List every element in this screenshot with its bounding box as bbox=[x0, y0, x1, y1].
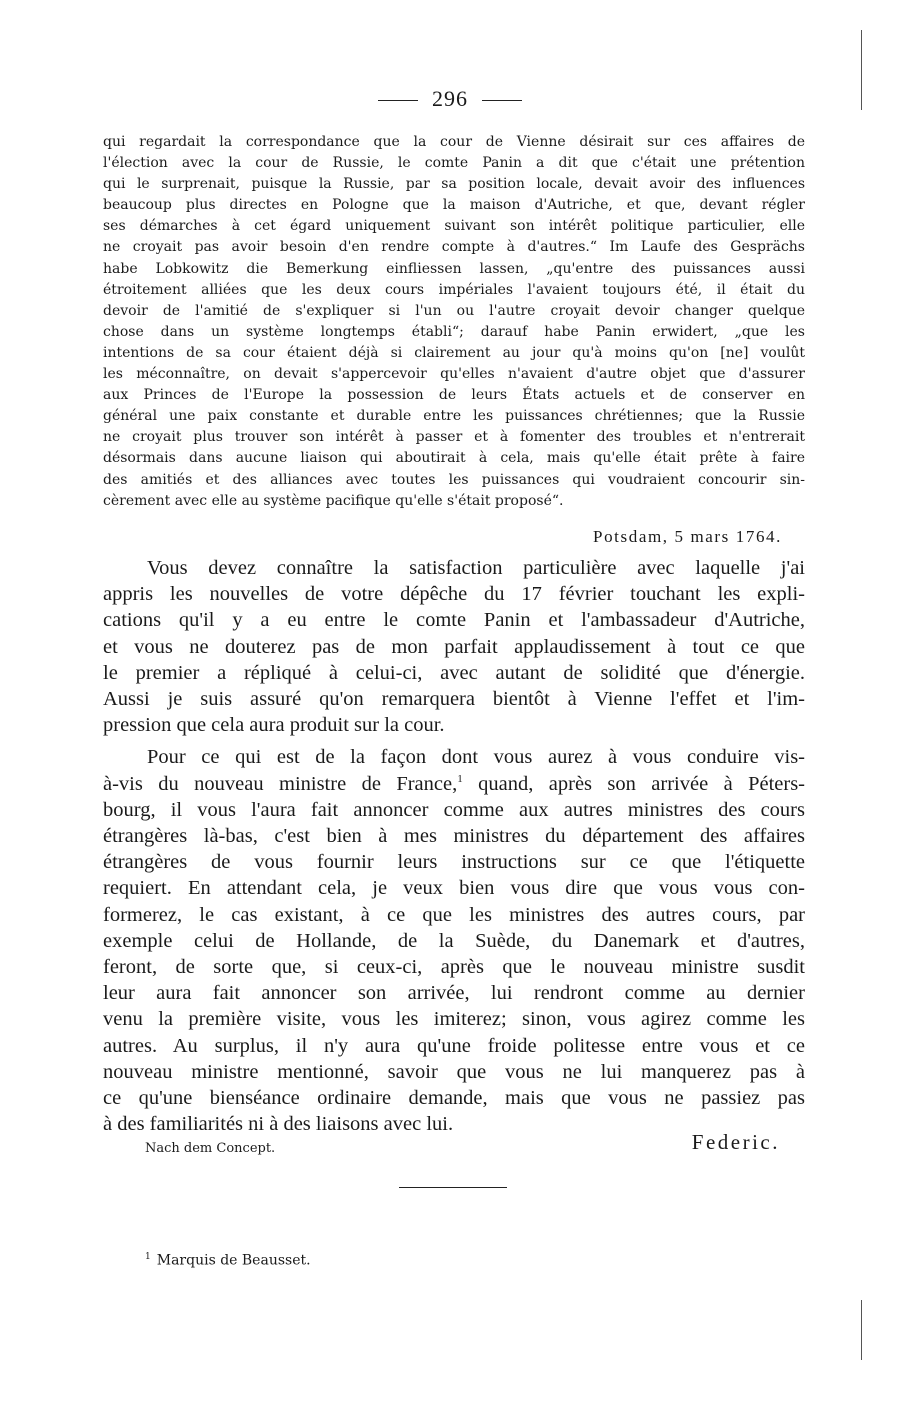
letter-line: Aussi je suis assuré qu'on remarquera bientôt à Vienne l'effet et l'im- bbox=[103, 688, 805, 711]
letter-line bbox=[103, 771, 805, 797]
quoted-text-line: ne croyait plus trouver son intérêt à passer et à fomenter des troubles et n'entrerait bbox=[103, 429, 805, 446]
quoted-text-line: beaucoup plus directes en Pologne que la maison d'Autriche, et que, devant régler bbox=[103, 197, 805, 214]
letter-line-part: à-vis du nouveau ministre de France, bbox=[103, 772, 458, 795]
scan-edge-mark bbox=[861, 30, 862, 110]
quoted-text-line: cèrement avec elle au système pacifique qu'elle s'était proposé“. bbox=[103, 492, 564, 509]
scan-edge-mark-bottom bbox=[861, 1300, 862, 1360]
letter-line: étrangères de vous fournir leurs instructions sur ce que l'étiquette bbox=[103, 851, 805, 874]
letter-line: nouveau ministre mentionné, savoir que vous ne lui manquerez pas à bbox=[103, 1060, 805, 1083]
dateline: Potsdam, 5 mars 1764. bbox=[593, 527, 782, 546]
quoted-text-line: qui regardait la correspondance que la cour de Vienne désirait sur ces affaires de bbox=[103, 134, 805, 150]
footnote-text: Marquis de Beausset. bbox=[156, 1252, 311, 1269]
signature: Federic. bbox=[691, 1130, 780, 1154]
letter-line: ce qu'une bienséance ordinaire demande, mais que vous ne passiez pas bbox=[103, 1087, 805, 1110]
quoted-text-line: étroitement alliées que les deux cours impériales l'avaient toujours été, il était du bbox=[103, 281, 805, 298]
letter-line: bourg, il vous l'aura fait annoncer comme aux autres ministres des cours bbox=[103, 798, 805, 821]
letter-line: à des familiarités ni à des liaisons avec lui. bbox=[103, 1113, 454, 1136]
quoted-text-line: ses démarches à cet égard uniquement suivant son intérêt politique particulier, elle bbox=[103, 218, 805, 235]
letter-line-part: quand, après son arrivée à Péters- bbox=[478, 772, 805, 795]
quoted-text-line: habe Lobkowitz die Bemerkung einfliessen lassen, „qu'entre des puissances aussi bbox=[103, 260, 805, 277]
quoted-text-line: désormais dans aucune liaison qui aboutirait à cela, mais qu'elle était prête à faire bbox=[103, 450, 805, 467]
letter-line: appris les nouvelles de votre dépêche du 17 février touchant les expli- bbox=[103, 583, 805, 606]
letter-line: feront, de sorte que, si ceux-ci, après que le nouveau ministre susdit bbox=[103, 956, 805, 979]
footnote-reference: 1 bbox=[457, 772, 463, 785]
letter-line: formerez, le cas existant, à ce que les ministres des autres cours, par bbox=[103, 903, 805, 926]
quoted-text-line: des amitiés et des alliances avec toutes les puissances qui voudraient concourir sin- bbox=[103, 471, 805, 488]
quoted-text-line: devoir de l'amitié de s'expliquer si l'un ou l'autre croyait devoir changer quelque bbox=[103, 302, 805, 319]
letter-line: Pour ce qui est de la façon dont vous aurez à vous conduire vis- bbox=[147, 746, 805, 769]
footnote-marker: 1 bbox=[145, 1252, 151, 1262]
quoted-report-text bbox=[103, 132, 805, 512]
quoted-text-line: qui le surprenait, puisque la Russie, par sa position locale, devait avoir des influences bbox=[103, 176, 805, 193]
quoted-text-line: l'élection avec la cour de Russie, le comte Panin a dit que c'était une prétention bbox=[103, 155, 805, 172]
letter-line: requiert. En attendant cela, je veux bien vous dire que vous vous con- bbox=[103, 877, 805, 900]
letter-line: et vous ne douterez pas de mon parfait applaudissement à tout ce que bbox=[103, 635, 805, 658]
quoted-text-line: aux Princes de l'Europe la possession de leurs États actuels et de conserver en bbox=[103, 387, 805, 404]
letter-line: autres. Au surplus, il n'y aura qu'une froide politesse entre vous et ce bbox=[103, 1034, 805, 1057]
letter-line: pression que cela aura produit sur la cour. bbox=[103, 714, 445, 737]
source-note: Nach dem Concept. bbox=[145, 1141, 276, 1156]
letter-line: cations qu'il y a eu entre le comte Panin et l'ambassadeur d'Autriche, bbox=[103, 609, 805, 632]
letter-line: étrangères là-bas, c'est bien à mes ministres du département des affaires bbox=[103, 825, 805, 848]
letter-line: Vous devez connaître la satisfaction particulière avec laquelle j'ai bbox=[147, 557, 805, 579]
footnote bbox=[145, 1252, 311, 1269]
letter-line: le premier a répliqué à celui-ci, avec autant de solidité que d'énergie. bbox=[103, 661, 805, 684]
header-dash-right bbox=[482, 100, 522, 101]
quoted-text-line: ne croyait pas avoir besoin d'en rendre compte à d'autres.“ Im Laufe des Gesprächs bbox=[103, 239, 805, 256]
letter-line: venu la première visite, vous les imiterez; sinon, vous agirez comme les bbox=[103, 1008, 805, 1031]
page-number: 296 bbox=[432, 86, 468, 111]
footnote-separator bbox=[399, 1187, 507, 1188]
letter-line: leur aura fait annoncer son arrivée, lui rendront comme au dernier bbox=[103, 982, 805, 1005]
letter-paragraph-2 bbox=[103, 744, 805, 1137]
header-dash-left bbox=[378, 100, 418, 101]
page-number-header bbox=[0, 86, 900, 112]
letter-line: exemple celui de Hollande, de la Suède, du Danemark et d'autres, bbox=[103, 929, 805, 952]
quoted-text-line: les méconnaître, on devait s'appercevoir qu'elles n'avaient d'autre objet que d'assurer bbox=[103, 366, 805, 383]
quoted-text-line: intentions de sa cour étaient déjà si clairement au jour qu'à moins qu'on [ne] voulût bbox=[103, 344, 805, 361]
quoted-text-line: général une paix constante et durable entre les puissances chrétiennes; que la Russie bbox=[103, 408, 805, 425]
letter-paragraph-1 bbox=[103, 555, 805, 738]
quoted-text-line: chose dans un système longtemps établi“; darauf habe Panin erwidert, „que les bbox=[103, 323, 805, 340]
letter-body bbox=[103, 555, 805, 1137]
